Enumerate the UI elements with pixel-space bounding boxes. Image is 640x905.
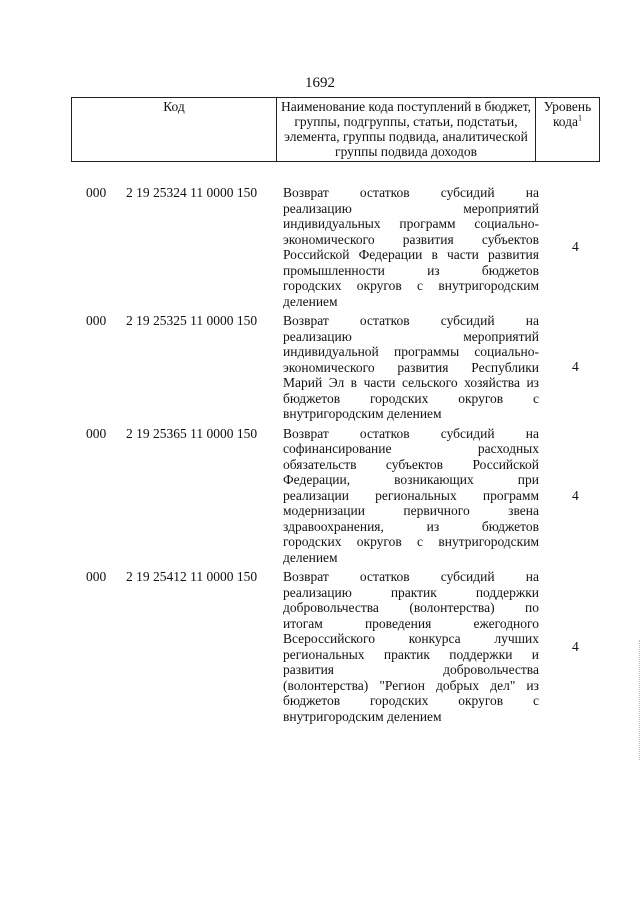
- row-name-line: Всероссийского конкурса лучших: [283, 631, 539, 646]
- row-code: 2 19 25325 11 0000 150: [126, 313, 258, 328]
- row-name-line: Возврат остатков субсидий на: [283, 185, 539, 200]
- row-name-line: индивидуальных программ социально-: [283, 216, 539, 231]
- row-name: [283, 313, 539, 422]
- row-level: 4: [572, 487, 579, 503]
- row-prefix: 000: [86, 313, 107, 328]
- row-name-line: внутригородским делением: [283, 406, 442, 421]
- row-name: [283, 426, 539, 566]
- row-name-line: здравоохранения, из бюджетов: [283, 518, 539, 534]
- row-name-line: городских округов с внутригородским: [283, 534, 539, 549]
- row-name-line: делением: [283, 549, 338, 565]
- header-level-footnote: 1: [578, 113, 583, 123]
- row-name-line: бюджетов городских округов с: [283, 390, 539, 406]
- row-name-line: (волонтерства) "Регион добрых дел" из: [283, 677, 539, 693]
- table-row: [0, 185, 640, 309]
- row-name-line: Возврат остатков субсидий на: [283, 313, 539, 328]
- row-name-line: внутригородским делением: [283, 708, 442, 724]
- row-name-line: реализацию мероприятий: [283, 200, 539, 216]
- row-code: 2 19 25324 11 0000 150: [126, 185, 258, 200]
- row-prefix: 000: [86, 185, 107, 200]
- row-name-line: софинансирование расходных: [283, 441, 539, 456]
- row-name-line: индивидуальной программы социально-: [283, 344, 539, 359]
- row-name-line: Марий Эл в части сельского хозяйства из: [283, 375, 539, 390]
- row-name-line: обязательств субъектов Российской: [283, 456, 539, 472]
- row-name-line: экономического развития Республики: [283, 359, 539, 375]
- row-name-line: городских округов с внутригородским: [283, 278, 539, 293]
- rows-list: [0, 185, 640, 724]
- row-name-line: модернизации первичного звена: [283, 503, 539, 518]
- row-name-line: Федерации, возникающих при: [283, 472, 539, 487]
- row-name: [283, 569, 539, 724]
- row-name-line: Возврат остатков субсидий на: [283, 425, 539, 441]
- table-row: [0, 569, 640, 724]
- row-level: 4: [572, 639, 579, 654]
- table-row: [0, 313, 640, 422]
- row-name-line: региональных практик поддержки и: [283, 646, 539, 662]
- row-name-line: Российской Федерации в части развития: [283, 247, 539, 262]
- row-name-line: бюджетов городских округов с: [283, 693, 539, 708]
- header-level: [536, 98, 600, 162]
- row-name-line: Возврат остатков субсидий на: [283, 569, 539, 584]
- table-header: [71, 97, 600, 162]
- row-code: 2 19 25365 11 0000 150: [126, 425, 258, 441]
- row-name-line: добровольчества (волонтерства) по: [283, 600, 539, 615]
- row-level: 4: [572, 239, 579, 254]
- row-name-line: реализации региональных программ: [283, 487, 539, 503]
- header-level-label: Уровень кода: [543, 99, 592, 129]
- table-row: [0, 426, 640, 566]
- row-name-line: итогам проведения ежегодного: [283, 615, 539, 631]
- row-name-line: реализацию мероприятий: [283, 328, 539, 344]
- row-prefix: 000: [86, 569, 107, 584]
- page-number: 1692: [305, 75, 335, 91]
- row-name-line: реализацию практик поддержки: [283, 584, 539, 600]
- row-code: 2 19 25412 11 0000 150: [126, 569, 258, 584]
- row-prefix: 000: [86, 425, 107, 441]
- row-name-line: развития добровольчества: [283, 662, 539, 677]
- row-name-line: делением: [283, 293, 338, 309]
- row-name-line: промышленности из бюджетов: [283, 262, 539, 278]
- header-name: Наименование кода поступлений в бюджет, группы, подгруппы, статьи, подстатьи, элемента, группы подвида, аналитической группы подвида доходов: [277, 98, 536, 162]
- header-code: Код: [72, 98, 277, 162]
- row-name-line: экономического развития субъектов: [283, 231, 539, 247]
- row-level: 4: [572, 359, 579, 374]
- row-name: [283, 185, 539, 309]
